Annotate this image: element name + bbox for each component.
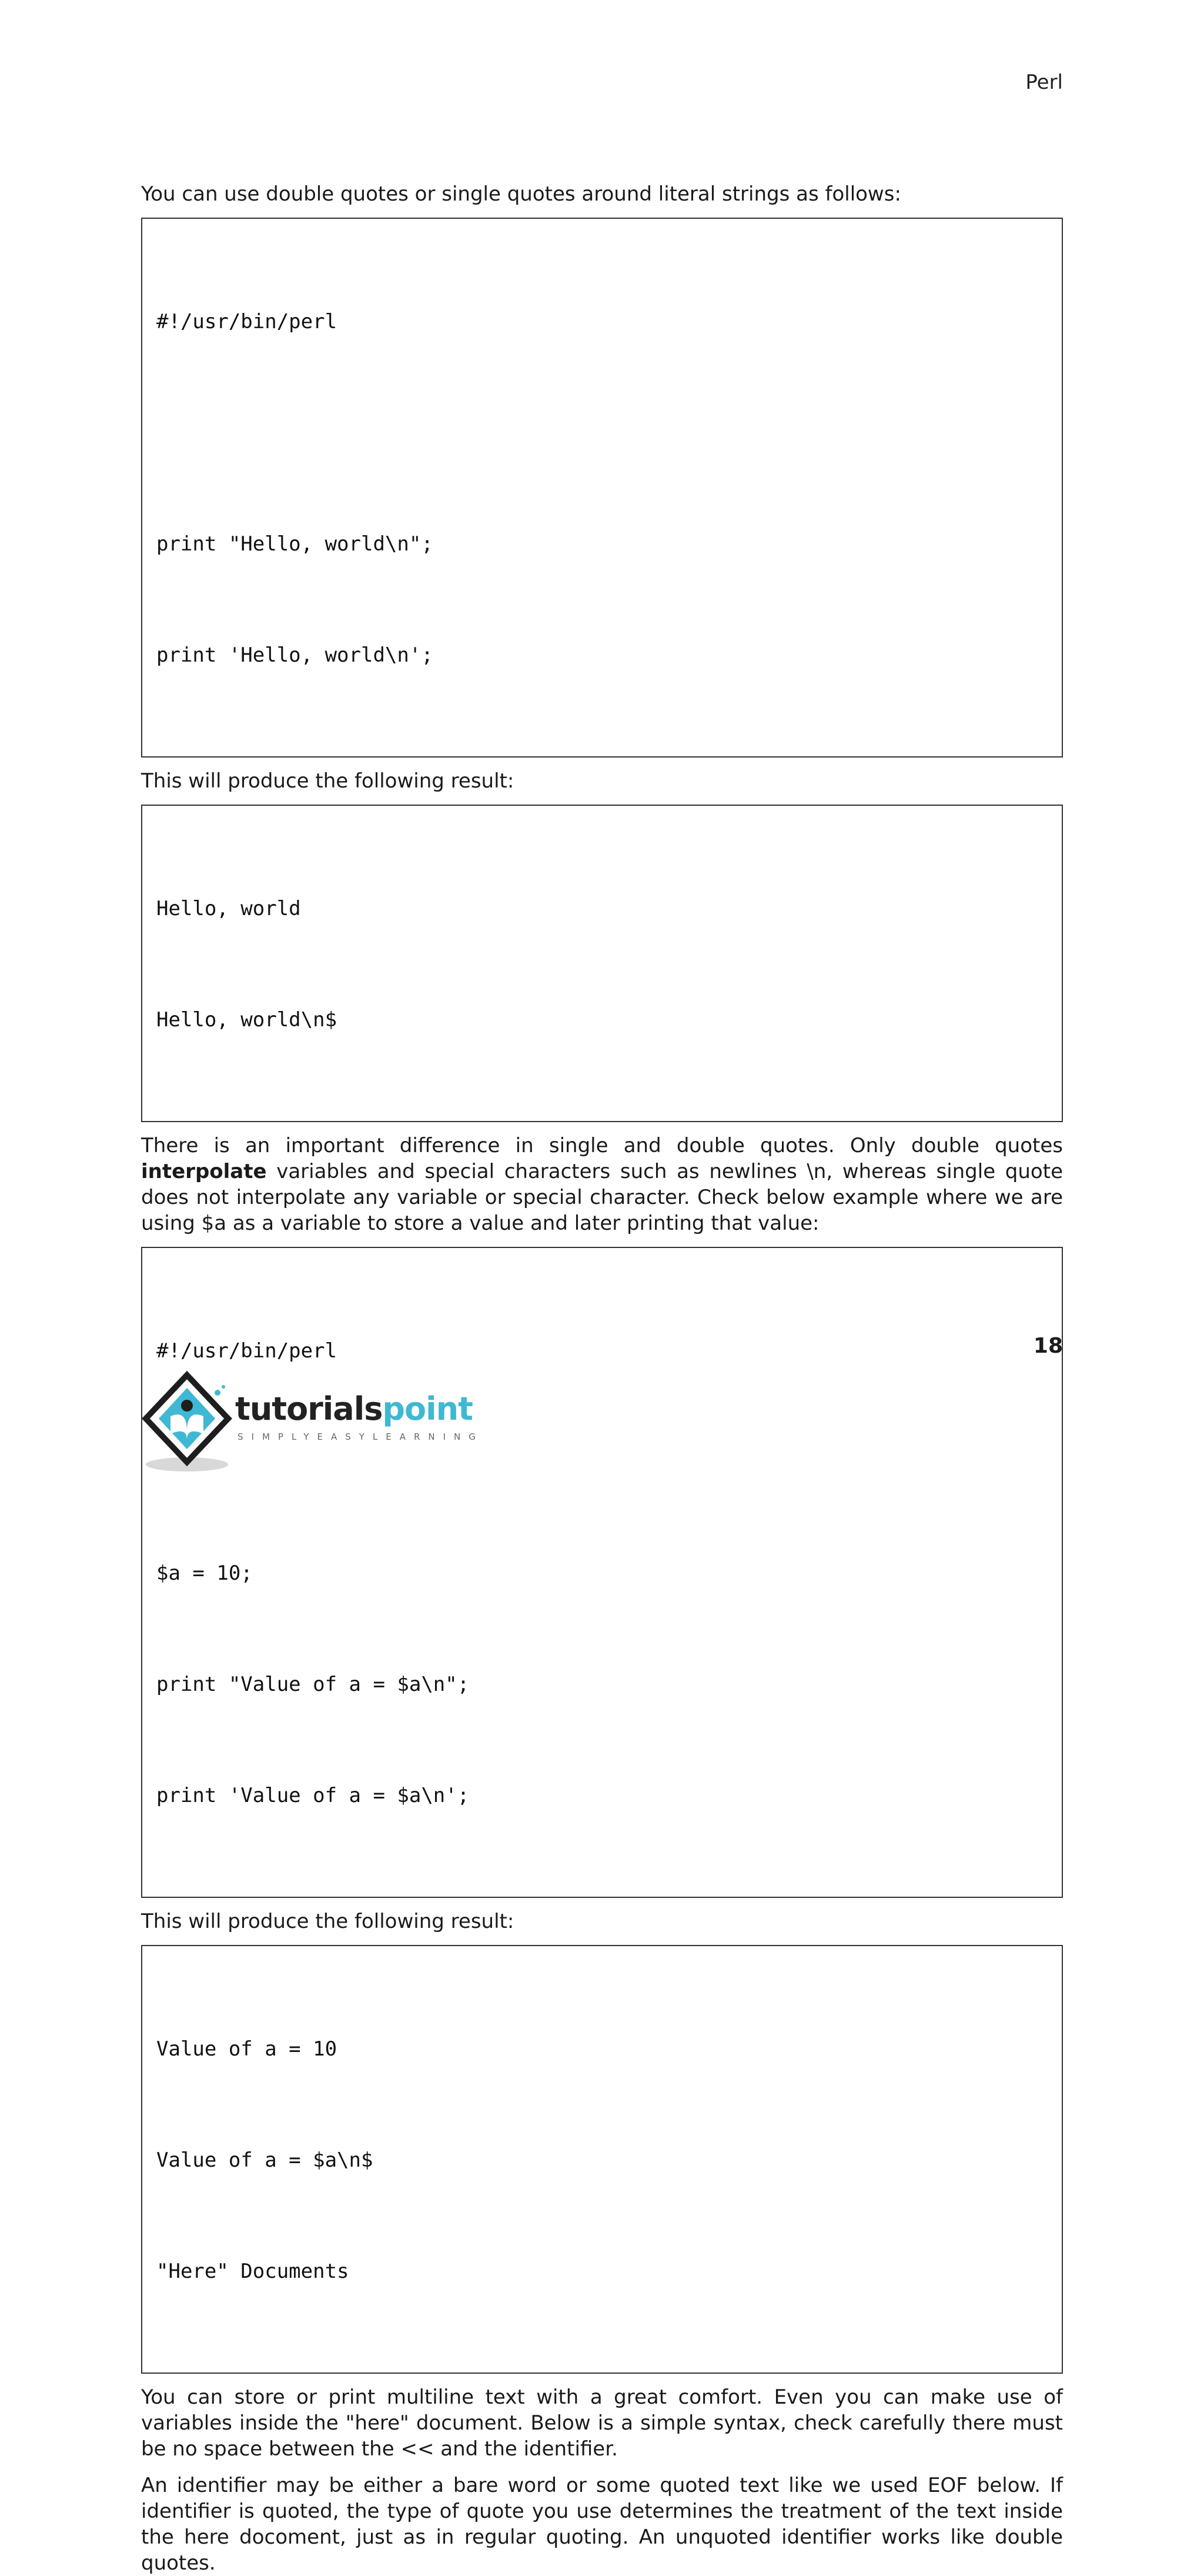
code-line: #!/usr/bin/perl: [156, 1339, 337, 1363]
intro-paragraph: You can use double quotes or single quotes around literal strings as follows:: [141, 182, 901, 206]
output-line: Hello, world\n$: [156, 1008, 337, 1032]
output-block-variables: [141, 1945, 1063, 2374]
result-label: This will produce the following result:: [141, 1910, 514, 1933]
code-blank-line: [156, 415, 1048, 452]
page-header-title: Perl: [1025, 71, 1063, 94]
identifier-paragraph: An identifier may be either a bare word or some quoted text like we used EOF below. If identifier is quoted, the type of quote you use determines the treatment of the text inside the here docoment, just as in regular quoting. An unquoted identifier works like double quotes.: [141, 2474, 1063, 2575]
output-line: "Here" Documents: [156, 2260, 349, 2283]
here-document-paragraph: You can store or print multiline text with a great comfort. Even you can make use of variables inside the "here" document. Below is a simple syntax, check carefully there must be no space between the << and the identifier.: [141, 2385, 1063, 2461]
logo-wordmark: [235, 1390, 473, 1427]
code-line: print 'Hello, world\n';: [156, 643, 433, 667]
paragraph-text: variables and special characters such as newlines \n, whereas single quote does not interpolate any variable or special character. Check below example where we are using $a as a variable to store a value and later printing that value:: [141, 1160, 1063, 1235]
tutorialspoint-logo: [140, 1370, 484, 1476]
code-line: print "Hello, world\n";: [156, 532, 433, 556]
code-line: print 'Value of a = $a\n';: [156, 1784, 470, 1807]
page-number: 18: [1033, 1334, 1063, 1358]
paragraph-text: There is an important difference in single and double quotes. Only double quotes: [141, 1134, 1063, 1157]
output-line: Value of a = $a\n$: [156, 2148, 373, 2172]
interpolation-paragraph: [141, 1133, 1063, 1236]
logo-word-tutorials: tutorials: [235, 1390, 383, 1427]
logo-diamond-icon: [140, 1370, 234, 1476]
output-line: Value of a = 10: [156, 2037, 337, 2061]
emphasis-interpolate: interpolate: [141, 1160, 267, 1183]
code-line: $a = 10;: [156, 1561, 253, 1585]
code-block-strings: [141, 218, 1063, 758]
result-label: This will produce the following result:: [141, 769, 514, 793]
logo-tagline: SIMPLYEASYLEARNING: [238, 1432, 484, 1442]
code-block-variables: [141, 1247, 1063, 1898]
code-line: print "Value of a = $a\n";: [156, 1673, 470, 1696]
code-line: #!/usr/bin/perl: [156, 310, 337, 333]
logo-word-point: point: [382, 1390, 473, 1427]
output-line: Hello, world: [156, 897, 301, 920]
output-block-strings: [141, 805, 1063, 1122]
